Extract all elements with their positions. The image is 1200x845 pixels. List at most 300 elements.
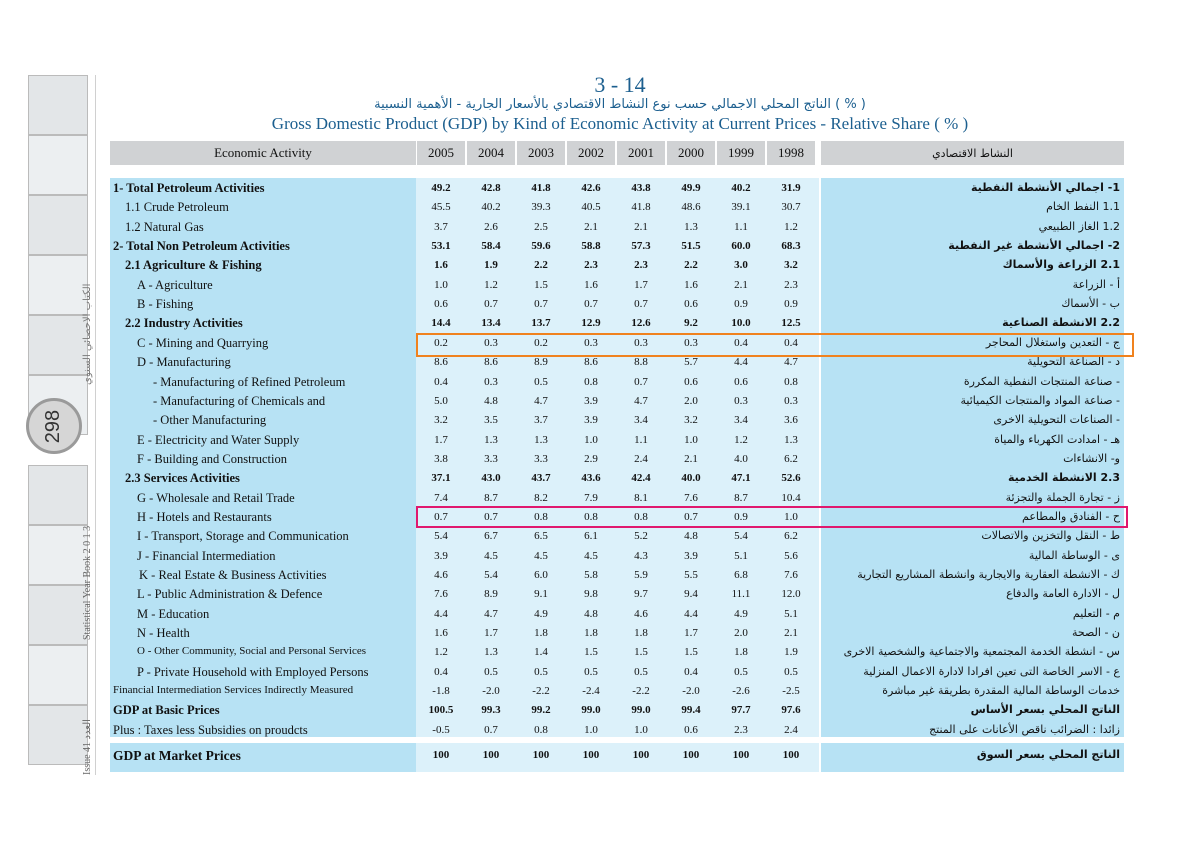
cell-value: 1.7: [684, 627, 698, 640]
cell-value: 4.7: [484, 607, 498, 620]
cell-value: 0.7: [484, 298, 498, 311]
cell-value: 1.3: [484, 433, 498, 446]
cell-value: 1.7: [434, 433, 448, 446]
table-row: [0, 218, 1200, 237]
row-label-ar: ز - تجارة الجملة والتجزئة: [1005, 490, 1120, 504]
cell-value: 1.3: [784, 433, 798, 446]
cell-value: 42.4: [631, 472, 651, 485]
row-label-ar: س - انشطة الخدمة المجتمعية والاجتماعية والشخصية الاخرى: [843, 645, 1120, 659]
cell-value: 3.4: [734, 414, 748, 427]
table-row: [0, 527, 1200, 546]
cell-value: 13.4: [481, 317, 501, 330]
cell-value: 42.6: [581, 182, 601, 194]
table-row: [0, 373, 1200, 392]
cell-value: 4.4: [684, 607, 698, 620]
row-label-ar: ن - الصحة: [1072, 626, 1120, 640]
cell-value: 10.0: [731, 317, 751, 330]
cell-value: 13.7: [531, 317, 551, 330]
total-value: 100: [632, 749, 650, 761]
cell-value: 0.8: [584, 510, 598, 523]
row-label-en: Plus : Taxes less Subsidies on proudcts: [113, 722, 308, 737]
row-label-ar: 2.1 الزراعة والأسماك: [1002, 258, 1120, 272]
cell-value: 9.2: [684, 317, 698, 330]
row-label-en: G - Wholesale and Retail Trade: [137, 490, 295, 505]
row-label-ar: 1.1 النفط الخام: [1046, 200, 1120, 214]
cell-value: 6.7: [484, 530, 498, 543]
cell-value: 1.2: [734, 433, 748, 446]
cell-value: 4.5: [484, 549, 498, 562]
cell-value: 4.5: [534, 549, 548, 562]
row-label-ar: م - التعليم: [1072, 606, 1120, 620]
cell-value: 9.7: [634, 588, 648, 601]
cell-value: 0.7: [634, 375, 648, 388]
cell-value: 1.5: [684, 646, 698, 659]
cell-value: 97.6: [781, 704, 801, 717]
row-label-en: GDP at Basic Prices: [113, 703, 220, 718]
header-activity-en: Economic Activity: [110, 141, 416, 165]
cell-value: 9.4: [684, 588, 698, 601]
header-year: 2005: [417, 141, 465, 165]
cell-value: 4.0: [734, 452, 748, 465]
cell-value: 3.5: [484, 414, 498, 427]
cell-value: 2.0: [734, 627, 748, 640]
header-year: 2002: [567, 141, 615, 165]
cell-value: 5.9: [634, 569, 648, 581]
cell-value: 43.0: [481, 472, 501, 485]
cell-value: 6.5: [534, 530, 548, 543]
page-number: 298: [42, 409, 65, 443]
cell-value: 12.5: [781, 317, 801, 330]
cell-value: 0.8: [584, 375, 598, 388]
cell-value: 1.6: [584, 278, 598, 291]
cell-value: 99.3: [481, 704, 501, 717]
cell-value: 1.6: [434, 627, 448, 640]
cell-value: 0.7: [434, 510, 448, 523]
cell-value: 0.3: [484, 336, 498, 349]
table-row: [0, 276, 1200, 295]
row-label-ar: ح - الفنادق والمطاعم: [1022, 509, 1120, 523]
cell-value: 0.7: [534, 298, 548, 311]
cell-value: 11.1: [731, 588, 751, 601]
total-value: 100: [432, 749, 450, 761]
cell-value: 2.2: [534, 259, 548, 272]
cell-value: 4.8: [584, 607, 598, 620]
row-label-en: O - Other Community, Social and Personal Services: [137, 645, 367, 658]
table-row: [0, 237, 1200, 256]
cell-value: 43.8: [631, 182, 651, 194]
cell-value: 45.5: [431, 201, 451, 214]
cell-value: 2.3: [634, 259, 648, 272]
cell-value: -2.2: [632, 685, 650, 698]
cell-value: 0.5: [534, 665, 548, 678]
cell-value: 8.6: [584, 356, 598, 369]
cell-value: 53.1: [431, 240, 451, 253]
cell-value: 5.6: [784, 549, 798, 562]
cell-value: 68.3: [781, 240, 801, 253]
row-label-ar: ع - الاسر الخاصة التى تعين افرادا لادارة الاعمال المنزلية: [863, 664, 1120, 678]
cell-value: 2.1: [734, 278, 748, 291]
cell-value: 0.8: [534, 510, 548, 523]
table-row: [0, 450, 1200, 469]
cell-value: 0.3: [484, 375, 498, 388]
cell-value: 0.3: [684, 336, 698, 349]
header-year: 2001: [617, 141, 665, 165]
cell-value: 4.7: [534, 394, 548, 407]
row-label-ar: 2- اجمالي الأنشطة غير النفطية: [948, 239, 1120, 253]
cell-value: 30.7: [781, 201, 801, 214]
table-row: [0, 585, 1200, 604]
cell-value: -0.5: [432, 723, 450, 736]
cell-value: 41.8: [531, 182, 551, 194]
cell-value: -2.0: [682, 685, 700, 698]
cell-value: 8.1: [634, 491, 648, 504]
cell-value: 1.4: [534, 646, 548, 659]
cell-value: 9.1: [534, 588, 548, 601]
cell-value: 39.1: [731, 201, 751, 214]
cell-value: 0.3: [634, 336, 648, 349]
cell-value: 10.4: [781, 491, 801, 504]
cell-value: 3.8: [434, 452, 448, 465]
total-row: [0, 746, 1200, 765]
cell-value: 48.6: [681, 201, 701, 214]
row-label-ar: و- الانشاءات: [1063, 451, 1120, 465]
row-label-en: 1.1 Crude Petroleum: [125, 200, 229, 215]
cell-value: 37.1: [431, 472, 451, 485]
cell-value: 3.3: [534, 452, 548, 465]
cell-value: 3.2: [434, 414, 448, 427]
cell-value: 4.3: [634, 549, 648, 562]
cell-value: 7.9: [584, 491, 598, 504]
cell-value: 0.8: [634, 510, 648, 523]
cell-value: 1.1: [634, 433, 648, 446]
cell-value: 0.7: [684, 510, 698, 523]
cell-value: 5.0: [434, 394, 448, 407]
cell-value: 0.5: [784, 665, 798, 678]
cell-value: 0.9: [734, 510, 748, 523]
row-label-en: - Manufacturing of Refined Petroleum: [153, 374, 346, 389]
highlight-mining-row: [416, 333, 1134, 357]
table-row: [0, 701, 1200, 720]
cell-value: 0.6: [734, 375, 748, 388]
cell-value: 14.4: [431, 317, 451, 330]
cell-value: 4.8: [484, 394, 498, 407]
cell-value: 49.2: [431, 182, 451, 194]
cell-value: 39.3: [531, 201, 551, 214]
cell-value: 1.3: [484, 646, 498, 659]
cell-value: 5.7: [684, 356, 698, 369]
cell-value: -2.6: [732, 685, 750, 698]
cell-value: -1.8: [432, 685, 450, 698]
row-label-en: 2.1 Agriculture & Fishing: [125, 258, 262, 273]
row-label-ar: خدمات الوساطة المالية المقدرة بطريقة غير مباشرة: [882, 684, 1120, 698]
cell-value: 5.8: [584, 569, 598, 581]
cell-value: 0.7: [484, 723, 498, 736]
cell-value: 7.4: [434, 491, 448, 504]
cell-value: 1.0: [784, 510, 798, 523]
cell-value: 100.5: [428, 704, 454, 717]
table-title-en: Gross Domestic Product (GDP) by Kind of Economic Activity at Current Prices - Relative Share ( % ): [271, 114, 969, 133]
cell-value: 1.8: [734, 646, 748, 659]
cell-value: 1.0: [584, 723, 598, 736]
cell-value: 1.8: [634, 627, 648, 640]
issue-label: Issue 41 العدد: [82, 719, 93, 775]
cell-value: 0.7: [584, 298, 598, 311]
cell-value: 3.3: [484, 452, 498, 465]
table-row: [0, 663, 1200, 682]
cell-value: 2.1: [684, 452, 698, 465]
row-label-ar: د - الصناعة التحويلية: [1027, 355, 1120, 369]
row-label-ar: - صناعة المواد والمنتجات الكيميائية: [960, 393, 1120, 407]
cell-value: 5.4: [734, 530, 748, 543]
cell-value: 40.0: [681, 472, 701, 485]
cell-value: 1.5: [634, 646, 648, 659]
cell-value: 2.1: [784, 627, 798, 640]
cell-value: 5.5: [684, 569, 698, 581]
row-label-en: C - Mining and Quarrying: [137, 335, 269, 350]
table-row: [0, 431, 1200, 450]
cell-value: 58.4: [481, 240, 501, 253]
cell-value: 1.6: [684, 278, 698, 291]
cell-value: 0.4: [734, 336, 748, 349]
cell-value: 12.6: [631, 317, 651, 330]
cell-value: 0.7: [634, 298, 648, 311]
cell-value: 1.7: [634, 278, 648, 291]
total-value: 100: [582, 749, 600, 761]
cell-value: 5.4: [434, 530, 448, 543]
cell-value: 0.5: [734, 665, 748, 678]
row-label-ar: ب - الأسماك: [1061, 297, 1120, 311]
cell-value: 1.5: [584, 646, 598, 659]
cell-value: 0.8: [784, 375, 798, 388]
cell-value: 1.1: [734, 220, 748, 233]
cell-value: 3.9: [584, 414, 598, 427]
cell-value: 2.3: [784, 278, 798, 291]
row-label-ar: هـ - امدادت الكهرباء والمياة: [994, 432, 1120, 446]
header-year: 1999: [717, 141, 765, 165]
cell-value: 0.3: [784, 394, 798, 407]
row-label-en: 2.2 Industry Activities: [125, 316, 243, 331]
cell-value: 99.2: [531, 704, 551, 717]
cell-value: 0.9: [734, 298, 748, 311]
cell-value: 2.2: [684, 259, 698, 272]
cell-value: 3.4: [634, 414, 648, 427]
row-label-en: - Manufacturing of Chemicals and: [153, 393, 326, 408]
cell-value: 1.0: [634, 723, 648, 736]
table-number: 3 - 14: [594, 72, 646, 97]
cell-value: 7.6: [784, 569, 798, 581]
table-row: [0, 314, 1200, 333]
cell-value: 8.9: [534, 356, 548, 369]
cell-value: 60.0: [731, 240, 751, 253]
row-label-en: A - Agriculture: [137, 277, 213, 292]
row-label-en: 1.2 Natural Gas: [125, 219, 204, 234]
total-label-en: GDP at Market Prices: [113, 748, 241, 763]
cell-value: 4.8: [684, 530, 698, 543]
table-row: [0, 547, 1200, 566]
table-row: [0, 198, 1200, 217]
cell-value: 1.2: [434, 646, 448, 659]
cell-value: 51.5: [681, 240, 701, 253]
table-row: [0, 295, 1200, 314]
cell-value: 2.1: [634, 220, 648, 233]
total-value: 100: [782, 749, 800, 761]
cell-value: 40.2: [731, 182, 751, 194]
cell-value: 8.9: [484, 588, 498, 601]
cell-value: 7.6: [684, 491, 698, 504]
row-label-ar: ك - الانشطة العقارية والايجارية وانشطة المشاريع التجارية: [857, 568, 1120, 581]
table-row: [0, 643, 1200, 662]
row-label-ar: أ - الزراعة: [1072, 277, 1120, 291]
header-year: 2000: [667, 141, 715, 165]
table-row: [0, 179, 1200, 198]
cell-value: 1.8: [584, 627, 598, 640]
cell-value: 3.2: [784, 259, 798, 272]
cell-value: -2.2: [532, 685, 550, 698]
cell-value: 97.7: [731, 704, 751, 717]
cell-value: 43.6: [581, 472, 601, 485]
cell-value: 0.3: [734, 394, 748, 407]
row-label-en: H - Hotels and Restaurants: [137, 509, 272, 524]
row-label-en: P - Private Household with Employed Persons: [137, 664, 369, 679]
table-row: [0, 624, 1200, 643]
cell-value: 4.4: [734, 356, 748, 369]
cell-value: 1.9: [784, 646, 798, 659]
cell-value: 2.0: [684, 394, 698, 407]
cell-value: 1.0: [584, 433, 598, 446]
cell-value: 6.1: [584, 530, 598, 543]
row-label-en: 1- Total Petroleum Activities: [113, 181, 265, 195]
row-label-en: F - Building and Construction: [137, 451, 287, 466]
cell-value: 0.5: [534, 375, 548, 388]
row-label-en: K - Real Estate & Business Activities: [139, 568, 327, 582]
cell-value: 3.9: [434, 549, 448, 562]
cell-value: 0.5: [484, 665, 498, 678]
cell-value: 99.0: [631, 704, 651, 717]
cell-value: 31.9: [781, 182, 801, 194]
row-label-ar: زائدا : الضرائب ناقص الأعانات على المنتج: [929, 722, 1120, 736]
cell-value: 4.4: [434, 607, 448, 620]
cell-value: 1.2: [484, 278, 498, 291]
cell-value: -2.0: [482, 685, 500, 698]
cell-value: 0.3: [584, 336, 598, 349]
highlight-hotels-row: [416, 506, 1128, 528]
row-label-en: N - Health: [137, 626, 190, 641]
cell-value: 0.6: [684, 375, 698, 388]
cell-value: 1.7: [484, 627, 498, 640]
cell-value: 99.4: [681, 704, 701, 717]
cell-value: 1.9: [484, 259, 498, 272]
cell-value: 0.4: [434, 375, 448, 388]
cell-value: 8.6: [434, 356, 448, 369]
cell-value: 0.4: [434, 665, 448, 678]
cell-value: 3.6: [784, 414, 798, 427]
row-label-en: I - Transport, Storage and Communication: [137, 529, 349, 544]
cell-value: 47.1: [731, 472, 751, 485]
cell-value: 59.6: [531, 240, 551, 253]
cell-value: 7.6: [434, 588, 448, 601]
row-label-en: Financial Intermediation Services Indirectly Measured: [113, 684, 354, 697]
table-row: [0, 682, 1200, 701]
table-row: [0, 469, 1200, 488]
cell-value: 1.0: [684, 433, 698, 446]
header-year: 2003: [517, 141, 565, 165]
cell-value: 0.8: [534, 723, 548, 736]
table-row: [0, 566, 1200, 585]
cell-value: 4.7: [784, 356, 798, 369]
cell-value: 40.2: [481, 201, 501, 214]
cell-value: 9.8: [584, 588, 598, 601]
table-title-ar: الناتج المحلي الاجمالي حسب نوع النشاط الاقتصادي بالأسعار الجارية - الأهمية النسبية ( % ): [374, 97, 866, 112]
cell-value: 0.2: [434, 336, 448, 349]
table-row: [0, 411, 1200, 430]
cell-value: 0.7: [484, 510, 498, 523]
row-label-ar: 2.2 الانشطة الصناعية: [1002, 316, 1120, 330]
row-label-en: 2.3 Services Activities: [125, 471, 240, 486]
row-label-ar: - الصناعات التحويلية الاخرى: [993, 413, 1120, 427]
header-activity-ar: النشاط الاقتصادي: [821, 141, 1124, 165]
header-year: 2004: [467, 141, 515, 165]
cell-value: 0.4: [784, 336, 798, 349]
cell-value: 3.9: [584, 394, 598, 407]
cell-value: 4.6: [634, 607, 648, 620]
cell-value: 1.2: [784, 220, 798, 233]
row-label-en: D - Manufacturing: [137, 355, 231, 370]
row-label-ar: ج - التعدين واستغلال المحاجر: [985, 335, 1120, 349]
row-label-en: B - Fishing: [137, 297, 194, 312]
cell-value: 6.8: [734, 569, 748, 581]
cell-value: 5.1: [784, 607, 798, 620]
cell-value: 4.6: [434, 569, 448, 581]
cell-value: 0.6: [434, 298, 448, 311]
cell-value: 2.1: [584, 220, 598, 233]
row-label-ar: 1- اجمالي الأنشطة النفطية: [970, 181, 1120, 194]
row-label-ar: ل - الادارة العامة والدفاع: [1006, 587, 1120, 601]
table-row: [0, 605, 1200, 624]
cell-value: 41.8: [631, 201, 651, 214]
row-label-en: L - Public Administration & Defence: [137, 587, 323, 602]
cell-value: 3.7: [534, 414, 548, 427]
cell-value: 1.3: [684, 220, 698, 233]
cell-value: 43.7: [531, 472, 551, 485]
cell-value: 0.6: [684, 723, 698, 736]
row-label-en: 2- Total Non Petroleum Activities: [113, 239, 290, 254]
cell-value: 4.9: [534, 607, 548, 620]
cell-value: 4.9: [734, 607, 748, 620]
cell-value: 0.4: [684, 665, 698, 678]
cell-value: 0.9: [784, 298, 798, 311]
cell-value: 2.4: [634, 452, 648, 465]
row-label-ar: - صناعة المنتجات النفطية المكررة: [963, 374, 1120, 388]
cell-value: 6.0: [534, 569, 548, 581]
cell-value: -2.4: [582, 685, 600, 698]
total-label-ar: الناتج المحلي بسعر السوق: [976, 748, 1120, 761]
cell-value: 8.2: [534, 491, 548, 504]
cell-value: 1.8: [534, 627, 548, 640]
total-value: 100: [482, 749, 500, 761]
row-label-ar: ى - الوساطة المالية: [1028, 548, 1120, 562]
cell-value: 1.6: [434, 259, 448, 272]
cell-value: 12.0: [781, 588, 801, 601]
total-value: 100: [682, 749, 700, 761]
cell-value: 0.6: [684, 298, 698, 311]
row-label-ar: 1.2 الغاز الطبيعي: [1038, 219, 1120, 233]
cell-value: 1.5: [534, 278, 548, 291]
row-label-en: E - Electricity and Water Supply: [137, 432, 300, 447]
cell-value: 57.3: [631, 240, 651, 253]
cell-value: 2.3: [584, 259, 598, 272]
row-label-ar: 2.3 الانشطة الخدمية: [1008, 471, 1120, 485]
cell-value: 5.1: [734, 549, 748, 562]
